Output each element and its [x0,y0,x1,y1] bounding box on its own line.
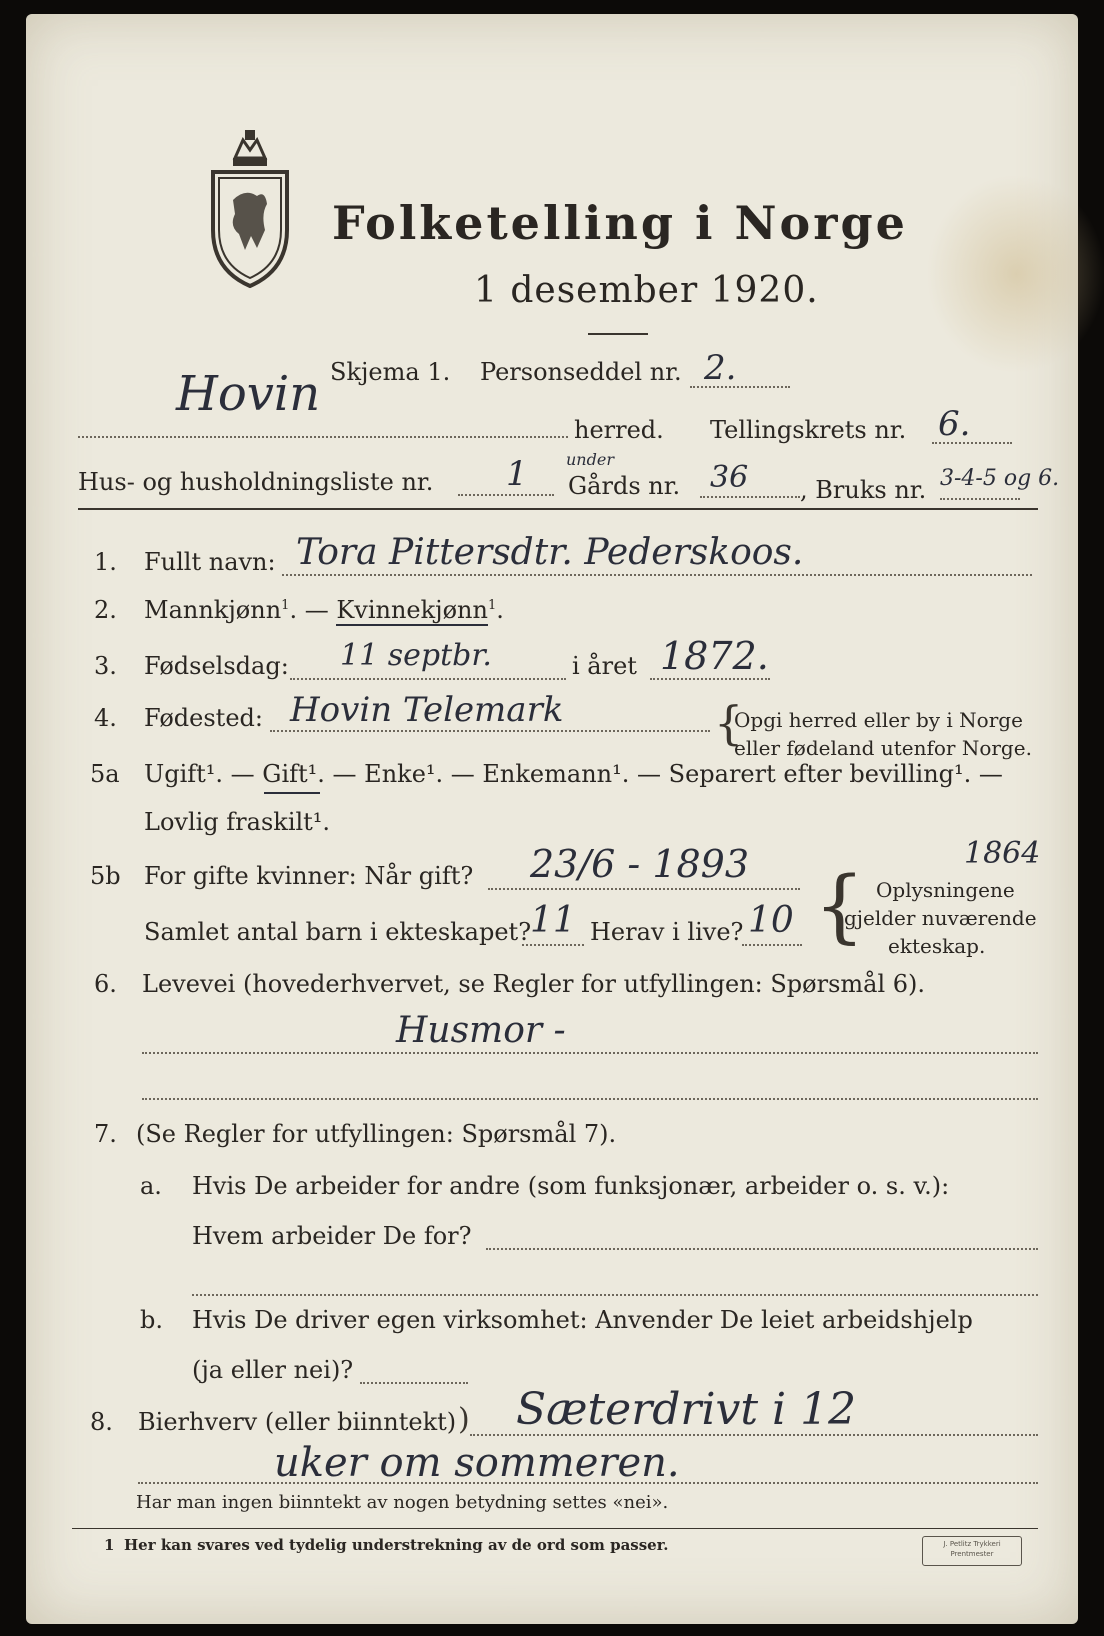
printer-stamp-line-2: Prentmester [950,1550,994,1558]
footnote-text: Her kan svares ved tydelig understrekning av de ord som passer. [124,1536,669,1554]
q5b-value: 23/6 - 1893 [530,842,750,886]
q6-value: Husmor - [396,1010,566,1051]
q2-number: 2. [94,596,117,624]
q5a-number: 5a [90,760,120,788]
q6-line-2 [142,1098,1038,1100]
q2-separator: . — [289,596,329,624]
q3-year-value: 1872. [660,634,769,678]
title-divider [588,333,648,335]
q7a-line-1 [486,1248,1038,1250]
q8-value-line-2: uker om sommeren. [274,1440,680,1486]
q4-note-line-1: Opgi herred eller by i Norge [734,708,1023,732]
herred-label: herred. [574,416,664,444]
q4-note-line-2: eller fødeland utenfor Norge. [734,736,1032,760]
q7b-line [360,1382,468,1384]
norway-coat-of-arms-icon [205,130,295,290]
q1-label: Fullt navn: [144,548,276,576]
q5b-number: 5b [90,862,121,890]
q3-label: Fødselsdag: [144,652,289,680]
footnote-divider [72,1528,1038,1529]
q1-number: 1. [94,548,117,576]
q4-value: Hovin Telemark [290,690,564,730]
q5b-note-line-3: ekteskap. [888,934,986,958]
personseddel-value: 2. [704,348,737,388]
header-divider [78,508,1038,510]
q8-number: 8. [90,1408,113,1436]
q5b-note-line-2: gjelder nuværende [844,906,1037,930]
q5b-alive-label: Herav i live? [590,918,744,946]
q8-note: Har man ingen biinntekt av nogen betydning settes «nei». [136,1492,669,1513]
tellingskrets-value: 6. [938,404,971,444]
q6-label: Levevei (hovederhvervet, se Regler for utfyllingen: Spørsmål 6). [142,970,926,998]
q8-value-line-1: Sæterdrivt i 12 [516,1384,857,1435]
q3-number: 3. [94,652,117,680]
gards-label: Gårds nr. [568,472,681,500]
q7a-line-2 [192,1294,1038,1296]
q7a-question: Hvis De arbeider for andre (som funksjonær, arbeider o. s. v.): [192,1172,950,1200]
gards-value: 36 [710,460,749,495]
gards-line [700,496,800,498]
q8-bracket: ) [458,1402,470,1437]
footnote-mark: 1 [104,1536,115,1554]
q7b-answer-label: (ja eller nei)? [192,1356,354,1384]
q3-line [290,678,566,680]
q5b-line [488,888,800,890]
q7a-employer-label: Hvem arbeider De for? [192,1222,472,1250]
q5b-children-value: 11 [530,900,576,941]
bruks-line [940,498,1020,500]
q6-line-1 [142,1052,1038,1054]
q8-line-2 [138,1482,1038,1484]
q1-line [282,574,1032,576]
hus-value: 1 [506,454,528,494]
q5b-children-label: Samlet antal barn i ekteskapet? [144,918,532,946]
tellingskrets-label: Tellingskrets nr. [710,416,907,444]
q2-male-footnote-mark: 1 [281,598,290,613]
q5b-margin-note: 1864 [964,836,1041,871]
herred-value: Hovin [176,366,321,422]
paper-stain [926,174,1104,374]
schema-label: Skjema 1. [330,358,451,386]
q2-male-option: Mannkjønn [144,596,282,624]
q2-female-footnote-mark: 1 [487,598,497,613]
q2-options: Mannkjønn$^1$. — Kvinnekjønn$^1$. [144,596,504,624]
bruks-value: 3-4-5 og 6. [940,466,1060,491]
q4-label: Fødested: [144,704,263,732]
q4-number: 4. [94,704,117,732]
q5b-label: For gifte kvinner: Når gift? [144,862,474,890]
bruks-label: , Bruks nr. [800,476,927,504]
q7-label: (Se Regler for utfyllingen: Spørsmål 7). [136,1120,617,1148]
q3-value: 11 septbr. [340,638,492,673]
q5a-options-cont: Lovlig fraskilt¹. [144,808,331,836]
printer-stamp-line-1: J. Petlitz Trykkeri [943,1540,1001,1548]
page-title: Folketelling i Norge [332,196,908,250]
q5b-brace: { [814,859,865,952]
q6-number: 6. [94,970,117,998]
q4-line [270,730,710,732]
personseddel-label: Personseddel nr. [480,358,682,386]
hus-label: Hus- og husholdningsliste nr. [78,468,434,496]
q8-label: Bierhverv (eller biinntekt) [138,1408,457,1436]
hus-note: under [566,450,614,469]
q1-value: Tora Pittersdtr. Pederskoos. [296,532,804,573]
q5b-alive-value: 10 [748,900,794,941]
q3-year-label: i året [572,652,637,680]
hus-line [458,494,554,496]
herred-line [78,436,568,438]
q7a-letter: a. [140,1172,162,1200]
q5b-note-line-1: Oplysningene [876,878,1015,902]
q5b-children-line [522,944,584,946]
q2-female-option: Kvinnekjønn [336,596,488,624]
q7b-question: Hvis De driver egen virksomhet: Anvender De leiet arbeidshjelp [192,1306,973,1334]
q5b-alive-line [742,944,802,946]
q5a-gift-underline [264,792,320,794]
q4-brace: { [714,696,744,750]
q5a-options: Ugift¹. — Gift¹. — Enke¹. — Enkemann¹. — Separert efter bevilling¹. — [144,760,1003,788]
census-date: 1 desember 1920. [474,270,819,311]
q3-year-line [650,678,770,680]
q7-number: 7. [94,1120,117,1148]
printer-stamp [922,1536,1022,1566]
q7b-letter: b. [140,1306,163,1334]
